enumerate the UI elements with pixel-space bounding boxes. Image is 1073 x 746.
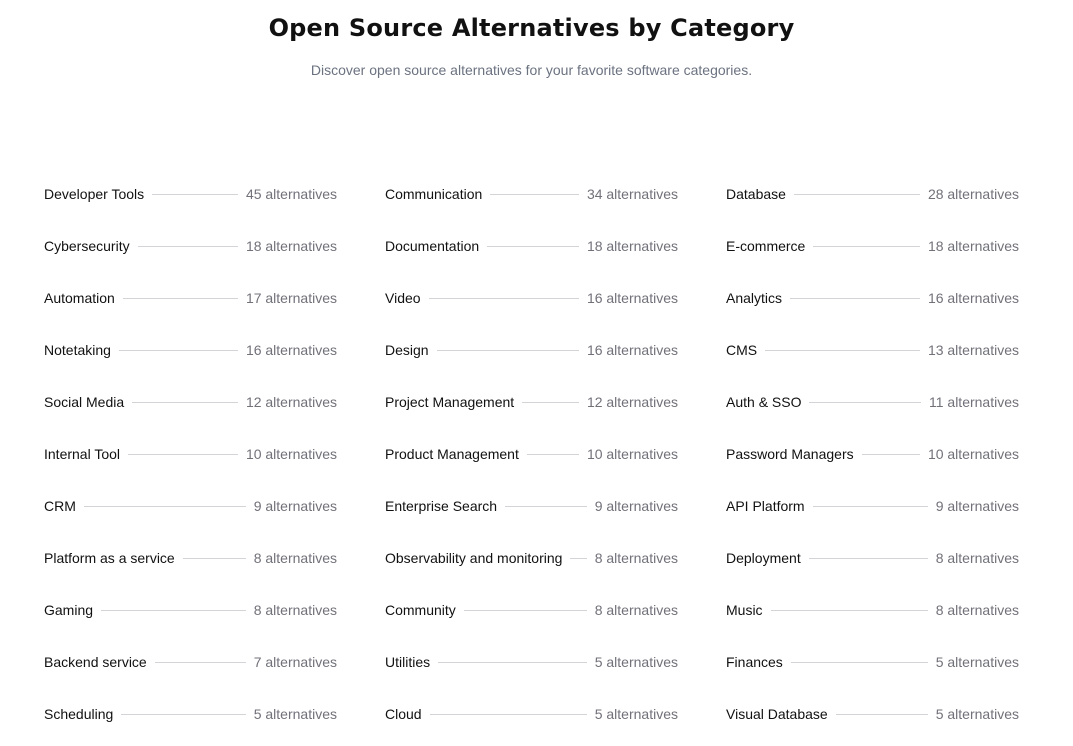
category-count: 5 alternatives	[935, 654, 1019, 670]
category-link[interactable]	[44, 376, 337, 428]
category-count: 8 alternatives	[253, 602, 337, 618]
category-count: 17 alternatives	[245, 290, 337, 306]
category-divider-line	[570, 558, 586, 559]
category-count: 18 alternatives	[586, 238, 678, 254]
category-count: 28 alternatives	[927, 186, 1019, 202]
category-name: Password Managers	[726, 446, 854, 462]
category-divider-line	[152, 194, 238, 195]
category-divider-line	[809, 402, 921, 403]
category-count: 34 alternatives	[586, 186, 678, 202]
category-link[interactable]	[726, 688, 1019, 740]
category-divider-line	[464, 610, 587, 611]
category-divider-line	[813, 246, 920, 247]
category-link[interactable]	[44, 220, 337, 272]
category-link[interactable]	[726, 532, 1019, 584]
category-count: 12 alternatives	[586, 394, 678, 410]
category-divider-line	[155, 662, 246, 663]
category-divider-line	[132, 402, 238, 403]
category-name: Visual Database	[726, 706, 828, 722]
category-divider-line	[527, 454, 579, 455]
category-link[interactable]	[44, 532, 337, 584]
category-divider-line	[809, 558, 928, 559]
category-divider-line	[794, 194, 920, 195]
category-name: Utilities	[385, 654, 431, 670]
category-count: 5 alternatives	[253, 706, 337, 722]
category-name: Auth & SSO	[726, 394, 802, 410]
category-divider-line	[138, 246, 238, 247]
category-divider-line	[765, 350, 920, 351]
category-name: Developer Tools	[44, 186, 145, 202]
category-count: 8 alternatives	[935, 550, 1019, 566]
category-name: Scheduling	[44, 706, 114, 722]
category-link[interactable]	[44, 480, 337, 532]
category-divider-line	[84, 506, 246, 507]
page-subtitle: Discover open source alternatives for your favorite software categories.	[310, 62, 753, 78]
category-count: 5 alternatives	[594, 706, 678, 722]
category-divider-line	[490, 194, 579, 195]
category-name: Video	[385, 290, 421, 306]
category-name: Social Media	[44, 394, 125, 410]
category-name: Product Management	[385, 446, 519, 462]
category-divider-line	[771, 610, 928, 611]
category-divider-line	[487, 246, 579, 247]
category-count: 16 alternatives	[927, 290, 1019, 306]
category-divider-line	[791, 662, 928, 663]
category-link[interactable]	[385, 272, 678, 324]
category-divider-line	[183, 558, 246, 559]
category-name: Finances	[726, 654, 783, 670]
category-name: Platform as a service	[44, 550, 175, 566]
category-link[interactable]	[385, 220, 678, 272]
category-divider-line	[123, 298, 238, 299]
category-name: Music	[726, 602, 763, 618]
category-name: API Platform	[726, 498, 805, 514]
category-count: 9 alternatives	[253, 498, 337, 514]
category-divider-line	[128, 454, 238, 455]
category-divider-line	[862, 454, 920, 455]
category-divider-line	[119, 350, 238, 351]
category-name: Database	[726, 186, 786, 202]
category-divider-line	[121, 714, 245, 715]
category-divider-line	[437, 350, 579, 351]
category-link[interactable]	[44, 584, 337, 636]
category-link[interactable]	[726, 428, 1019, 480]
category-link[interactable]	[726, 636, 1019, 688]
category-count: 5 alternatives	[935, 706, 1019, 722]
category-count: 10 alternatives	[245, 446, 337, 462]
category-divider-line	[813, 506, 928, 507]
category-name: Design	[385, 342, 429, 358]
category-count: 8 alternatives	[935, 602, 1019, 618]
category-count: 12 alternatives	[245, 394, 337, 410]
category-divider-line	[790, 298, 920, 299]
category-count: 5 alternatives	[594, 654, 678, 670]
category-name: Deployment	[726, 550, 801, 566]
category-link[interactable]	[726, 584, 1019, 636]
category-count: 16 alternatives	[245, 342, 337, 358]
category-count: 9 alternatives	[935, 498, 1019, 514]
category-link[interactable]	[44, 324, 337, 376]
category-link[interactable]	[726, 480, 1019, 532]
category-divider-line	[505, 506, 587, 507]
category-link[interactable]	[726, 220, 1019, 272]
category-name: Observability and monitoring	[385, 550, 563, 566]
category-link[interactable]	[44, 688, 337, 740]
category-link[interactable]	[726, 376, 1019, 428]
category-count: 7 alternatives	[253, 654, 337, 670]
category-divider-line	[522, 402, 579, 403]
category-count: 18 alternatives	[927, 238, 1019, 254]
category-divider-line	[836, 714, 928, 715]
category-name: Cybersecurity	[44, 238, 130, 254]
category-count: 9 alternatives	[594, 498, 678, 514]
category-count: 16 alternatives	[586, 290, 678, 306]
category-divider-line	[101, 610, 246, 611]
category-link[interactable]	[385, 428, 678, 480]
category-name: Project Management	[385, 394, 515, 410]
category-name: Cloud	[385, 706, 422, 722]
category-name: Notetaking	[44, 342, 111, 358]
category-link[interactable]	[385, 688, 678, 740]
category-link[interactable]	[44, 428, 337, 480]
category-name: Analytics	[726, 290, 783, 306]
category-name: Backend service	[44, 654, 147, 670]
category-link[interactable]	[385, 324, 678, 376]
category-count: 8 alternatives	[594, 602, 678, 618]
page-title: Open Source Alternatives by Category	[268, 14, 795, 42]
category-count: 8 alternatives	[253, 550, 337, 566]
category-count: 16 alternatives	[586, 342, 678, 358]
category-link[interactable]	[44, 636, 337, 688]
category-link[interactable]	[44, 272, 337, 324]
category-count: 8 alternatives	[594, 550, 678, 566]
category-link[interactable]	[726, 324, 1019, 376]
category-name: Automation	[44, 290, 115, 306]
category-link[interactable]	[726, 272, 1019, 324]
category-divider-line	[438, 662, 587, 663]
category-name: E-commerce	[726, 238, 806, 254]
category-name: CRM	[44, 498, 76, 514]
category-count: 13 alternatives	[927, 342, 1019, 358]
category-name: Enterprise Search	[385, 498, 498, 514]
category-name: Internal Tool	[44, 446, 121, 462]
category-divider-line	[429, 298, 579, 299]
category-count: 11 alternatives	[928, 394, 1019, 410]
category-link[interactable]	[385, 480, 678, 532]
category-count: 10 alternatives	[927, 446, 1019, 462]
category-link[interactable]	[44, 168, 337, 220]
category-link[interactable]	[385, 636, 678, 688]
category-grid	[44, 168, 1020, 740]
category-name: Communication	[385, 186, 483, 202]
category-count: 10 alternatives	[586, 446, 678, 462]
category-link[interactable]	[385, 584, 678, 636]
category-divider-line	[430, 714, 587, 715]
category-link[interactable]	[385, 376, 678, 428]
category-link[interactable]	[385, 532, 678, 584]
category-name: Gaming	[44, 602, 94, 618]
category-count: 45 alternatives	[245, 186, 337, 202]
category-name: Documentation	[385, 238, 480, 254]
category-name: Community	[385, 602, 456, 618]
category-link[interactable]	[726, 168, 1019, 220]
category-count: 18 alternatives	[245, 238, 337, 254]
category-name: CMS	[726, 342, 758, 358]
category-link[interactable]	[385, 168, 678, 220]
